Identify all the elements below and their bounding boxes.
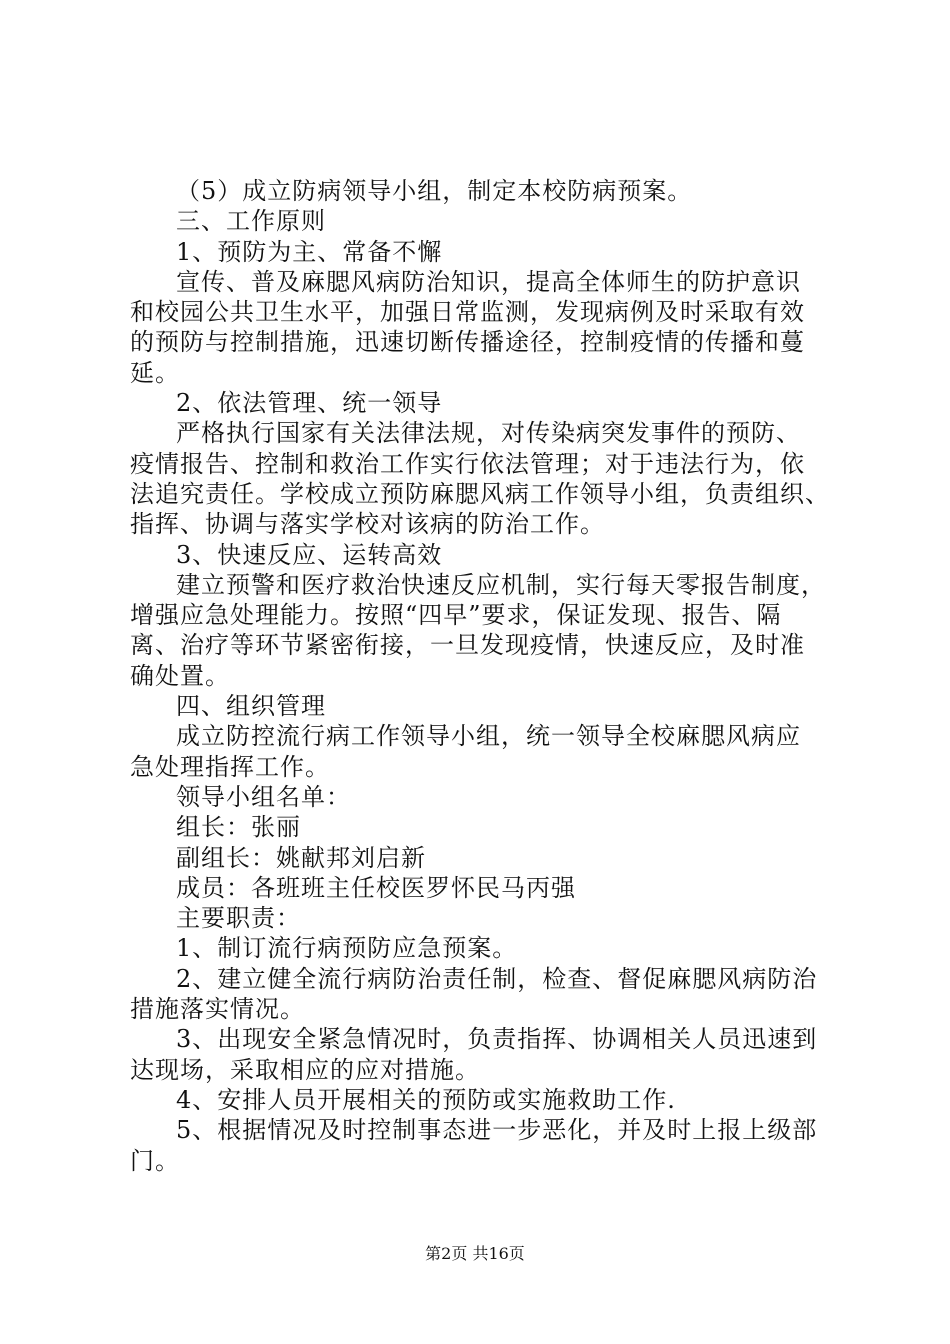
text-line: （5）成立防病领导小组，制定本校防病预案。: [176, 177, 693, 205]
text-line: 四、组织管理: [176, 692, 326, 721]
text-line: 门。: [130, 1146, 180, 1175]
text-line: 领导小组名单：: [176, 782, 351, 811]
text-line: 1、预防为主、常备不懈: [176, 237, 443, 266]
text-line: 成员：各班班主任校医罗怀民马丙强: [176, 873, 576, 902]
text-line: 组长：张丽: [176, 813, 301, 842]
text-line: 确处置。: [130, 661, 230, 690]
text-line: 指挥、协调与落实学校对该病的防治工作。: [130, 510, 605, 539]
text-line: 3、出现安全紧急情况时，负责指挥、协调相关人员迅速到: [176, 1025, 818, 1054]
text-line: 主要职责：: [176, 904, 301, 933]
text-line: 1、制订流行病预防应急预案。: [176, 934, 518, 963]
text-line: 4、安排人员开展相关的预防或实施救助工作.: [176, 1085, 676, 1114]
text-line: 严格执行国家有关法律法规，对传染病突发事件的预防、: [176, 419, 801, 448]
text-line: 5、根据情况及时控制事态进一步恶化，并及时上报上级部: [176, 1116, 818, 1145]
text-line: 和校园公共卫生水平，加强日常监测，发现病例及时采取有效: [130, 298, 805, 327]
document-body: [130, 176, 840, 1176]
text-line: 延。: [130, 358, 180, 387]
text-line: 成立防控流行病工作领导小组，统一领导全校麻腮风病应: [176, 722, 801, 751]
text-line: 疫情报告、控制和救治工作实行依法管理；对于违法行为，依: [130, 449, 805, 478]
text-line: 增强应急处理能力。按照“四早”要求，保证发现、报告、隔: [130, 601, 782, 630]
page-footer: 第2页 共16页: [425, 1244, 525, 1263]
text-line: 法追究责任。学校成立预防麻腮风病工作领导小组，负责组织、: [130, 479, 830, 508]
text-line: 2、依法管理、统一领导: [176, 389, 443, 418]
text-line: 建立预警和医疗救治快速反应机制，实行每天零报告制度，: [176, 570, 826, 599]
text-line: 急处理指挥工作。: [130, 752, 330, 781]
text-line: 副组长：姚献邦刘启新: [176, 843, 426, 872]
text-line: 措施落实情况。: [130, 995, 305, 1024]
text-line: 宣传、普及麻腮风病防治知识，提高全体师生的防护意识: [176, 267, 801, 296]
text-line: 3、快速反应、运转高效: [176, 540, 443, 569]
text-line: 三、工作原则: [176, 207, 326, 236]
text-line: 达现场，采取相应的应对措施。: [130, 1055, 480, 1084]
text-line: 的预防与控制措施，迅速切断传播途径，控制疫情的传播和蔓: [130, 328, 805, 357]
text-line: 离、治疗等环节紧密衔接，一旦发现疫情，快速反应，及时准: [130, 631, 805, 660]
text-line: 2、建立健全流行病防治责任制，检查、督促麻腮风病防治: [176, 964, 818, 993]
